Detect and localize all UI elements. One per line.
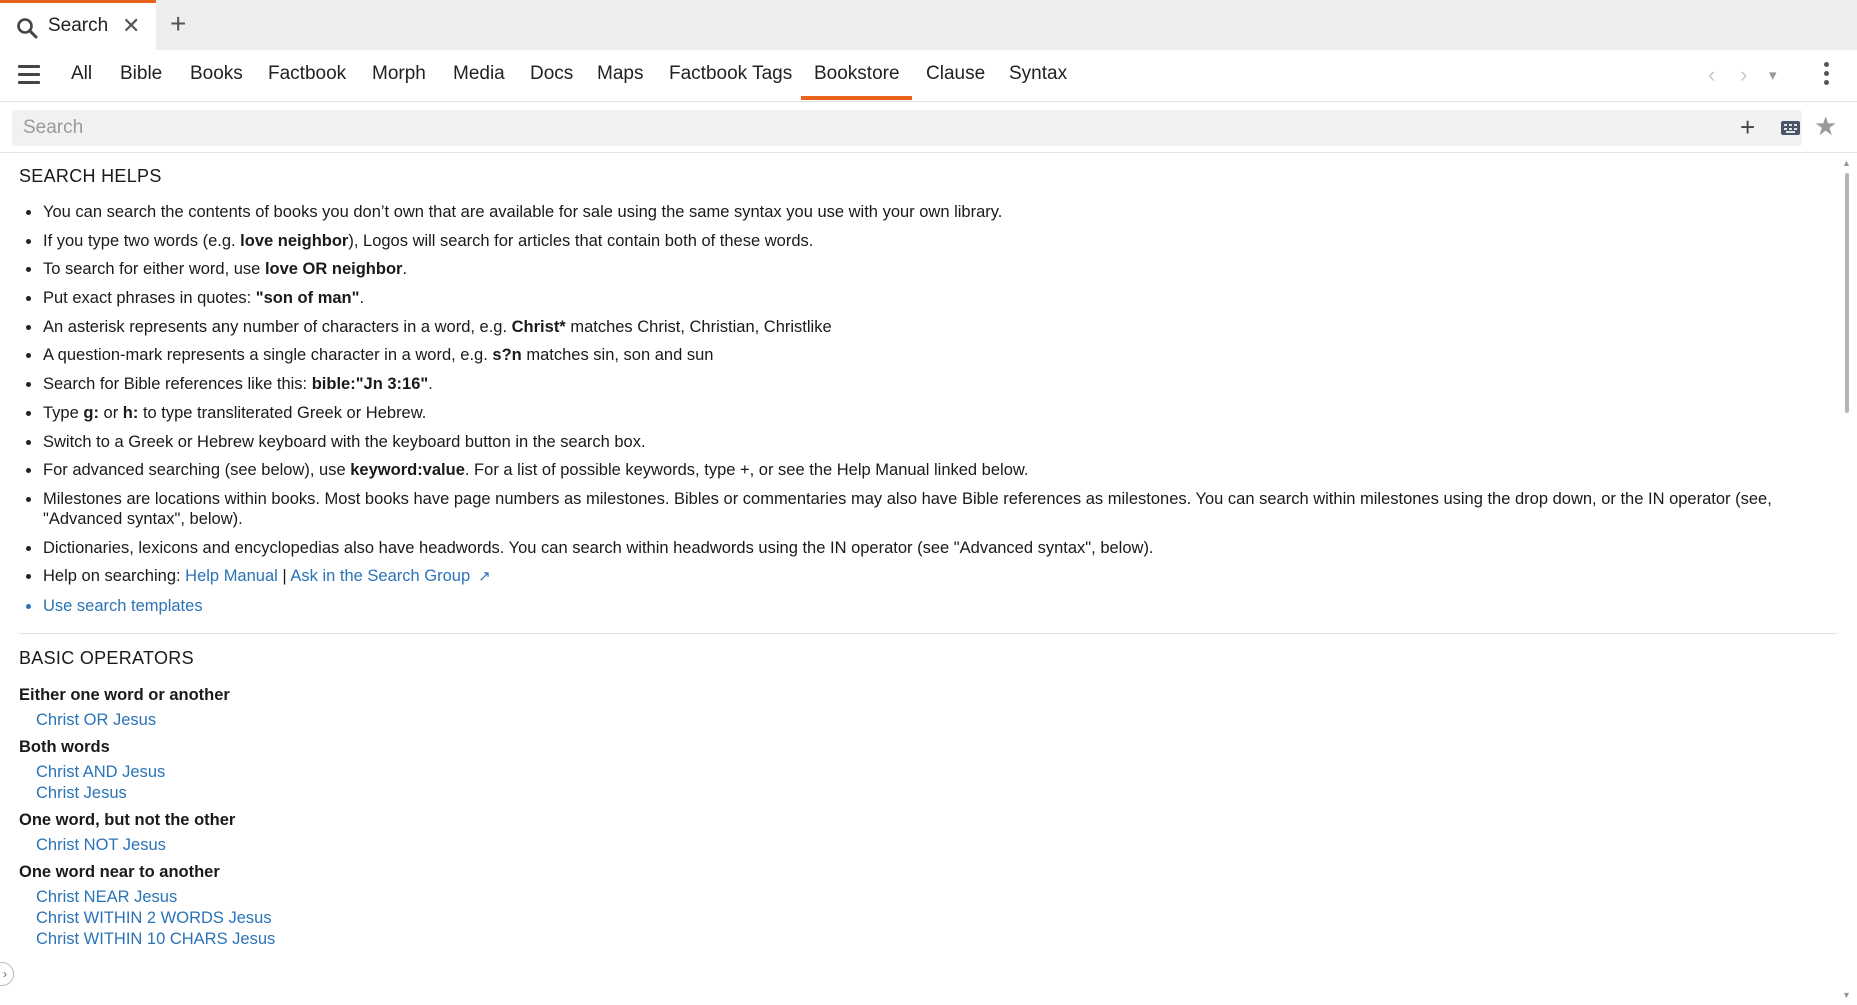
tab-morph[interactable]: Morph	[372, 63, 426, 84]
operator-example-link[interactable]: Christ AND Jesus	[36, 763, 166, 781]
help-item: To search for either word, use love OR neighbor.	[19, 259, 1809, 279]
tab-factbook-tags[interactable]: Factbook Tags	[669, 63, 793, 84]
tab-docs[interactable]: Docs	[530, 63, 574, 84]
chevron-right-icon[interactable]: ›	[1740, 62, 1748, 87]
help-item: An asterisk represents any number of characters in a word, e.g. Christ* matches Christ, Christian, Christlike	[19, 317, 1809, 337]
scroll-up-arrow[interactable]: ▲	[1842, 158, 1851, 168]
help-item: For advanced searching (see below), use keyword:value. For a list of possible keywords, type +, or see the Help Manual linked below.	[19, 460, 1809, 480]
tab-syntax[interactable]: Syntax	[1009, 63, 1068, 84]
tab-title: Search	[48, 15, 109, 36]
search-helps-heading: SEARCH HELPS	[19, 166, 162, 186]
example-term: "son of man"	[255, 289, 360, 308]
example-term: love neighbor	[240, 231, 349, 250]
example-term: keyword:value	[350, 461, 465, 480]
tab-clause[interactable]: Clause	[926, 63, 986, 84]
operator-example-link[interactable]: Christ Jesus	[36, 784, 127, 802]
tab-bible[interactable]: Bible	[120, 63, 163, 84]
search-input[interactable]	[12, 110, 1712, 146]
basic-operators-list	[19, 685, 275, 956]
example-term: Christ*	[511, 317, 566, 336]
operator-label: One word near to another	[19, 863, 220, 881]
category-bar	[0, 50, 1857, 102]
scroll-down-arrow[interactable]: ▼	[1842, 990, 1851, 1000]
operator-example-link[interactable]: Christ WITHIN 2 WORDS Jesus	[36, 909, 272, 927]
chevron-left-icon[interactable]: ‹	[1708, 62, 1716, 87]
example-term: h:	[122, 403, 139, 422]
tab-factbook[interactable]: Factbook	[268, 63, 347, 84]
help-item: You can search the contents of books you don’t own that are available for sale using the same syntax you use with your own library.	[19, 202, 1809, 222]
help-item	[19, 596, 1809, 616]
operator-example-link[interactable]: Christ NEAR Jesus	[36, 888, 178, 906]
chevron-down-icon[interactable]: ▾	[1769, 67, 1777, 84]
close-icon[interactable]: ✕	[122, 13, 141, 38]
tab-all[interactable]: All	[71, 63, 93, 84]
help-item: Help on searching: Help Manual | Ask in the Search Group ↗	[19, 566, 1809, 587]
example-term: love OR neighbor	[264, 260, 403, 279]
active-tab-indicator	[801, 96, 912, 100]
search-tab[interactable]	[0, 0, 156, 50]
search-helps-list	[19, 202, 1809, 625]
help-manual-link[interactable]: Help Manual	[185, 567, 278, 586]
search-row	[0, 103, 1857, 153]
tab-maps[interactable]: Maps	[597, 63, 644, 84]
use-search-templates-link[interactable]: Use search templates	[43, 596, 203, 615]
help-item: Put exact phrases in quotes: "son of man".	[19, 288, 1809, 308]
help-item: Search for Bible references like this: bible:"Jn 3:16".	[19, 374, 1809, 394]
example-term: g:	[83, 403, 99, 422]
help-item: Milestones are locations within books. Most books have page numbers as milestones. Bibles or commentaries may also have Bible references as milestones. You can search within milestones using the drop down, or the IN operator (see, "Advanced syntax", below).	[19, 489, 1809, 529]
help-item: Switch to a Greek or Hebrew keyboard with the keyboard button in the search box.	[19, 432, 1809, 452]
ask-in-the-search-group-link[interactable]: Ask in the Search Group	[290, 567, 471, 586]
scrollbar-thumb[interactable]	[1845, 173, 1849, 413]
tab-media[interactable]: Media	[453, 63, 505, 84]
tab-bookstore[interactable]: Bookstore	[814, 63, 900, 84]
help-item: Type g: or h: to type transliterated Greek or Hebrew.	[19, 403, 1809, 423]
search-icon	[16, 17, 38, 39]
star-icon[interactable]: ★	[1814, 111, 1838, 141]
operator-label: Either one word or another	[19, 686, 230, 704]
help-item: If you type two words (e.g. love neighbor), Logos will search for articles that contain both of these words.	[19, 231, 1809, 251]
new-tab-button[interactable]: +	[170, 8, 187, 39]
example-term: s?n	[492, 346, 522, 365]
keyboard-icon[interactable]	[1781, 121, 1800, 135]
operator-group	[19, 737, 275, 804]
basic-operators-heading: BASIC OPERATORS	[19, 648, 194, 668]
tab-bar	[0, 0, 1857, 50]
section-divider	[19, 633, 1837, 634]
operator-example-link[interactable]: Christ OR Jesus	[36, 711, 157, 729]
help-item: Dictionaries, lexicons and encyclopedias also have headwords. You can search within headwords using the IN operator (see "Advanced syntax", below).	[19, 538, 1809, 558]
tab-books[interactable]: Books	[190, 63, 243, 84]
search-box	[12, 110, 1802, 146]
example-term: bible:"Jn 3:16"	[311, 375, 429, 394]
more-vertical-icon[interactable]	[1822, 62, 1830, 90]
operator-label: Both words	[19, 738, 110, 756]
hamburger-icon[interactable]	[18, 65, 40, 85]
operator-group	[19, 685, 275, 731]
panel-toggle-icon[interactable]: ›	[0, 962, 14, 986]
help-item: A question-mark represents a single character in a word, e.g. s?n matches sin, son and sun	[19, 345, 1809, 365]
operator-example-link[interactable]: Christ NOT Jesus	[36, 836, 166, 854]
operator-example-link[interactable]: Christ WITHIN 10 CHARS Jesus	[36, 930, 276, 948]
operator-label: One word, but not the other	[19, 811, 236, 829]
operator-group	[19, 810, 275, 856]
operator-group	[19, 862, 275, 950]
external-link-icon[interactable]: ↗	[478, 568, 491, 586]
search-help-panel	[0, 154, 1840, 1005]
add-keyword-button[interactable]: +	[1740, 112, 1756, 142]
